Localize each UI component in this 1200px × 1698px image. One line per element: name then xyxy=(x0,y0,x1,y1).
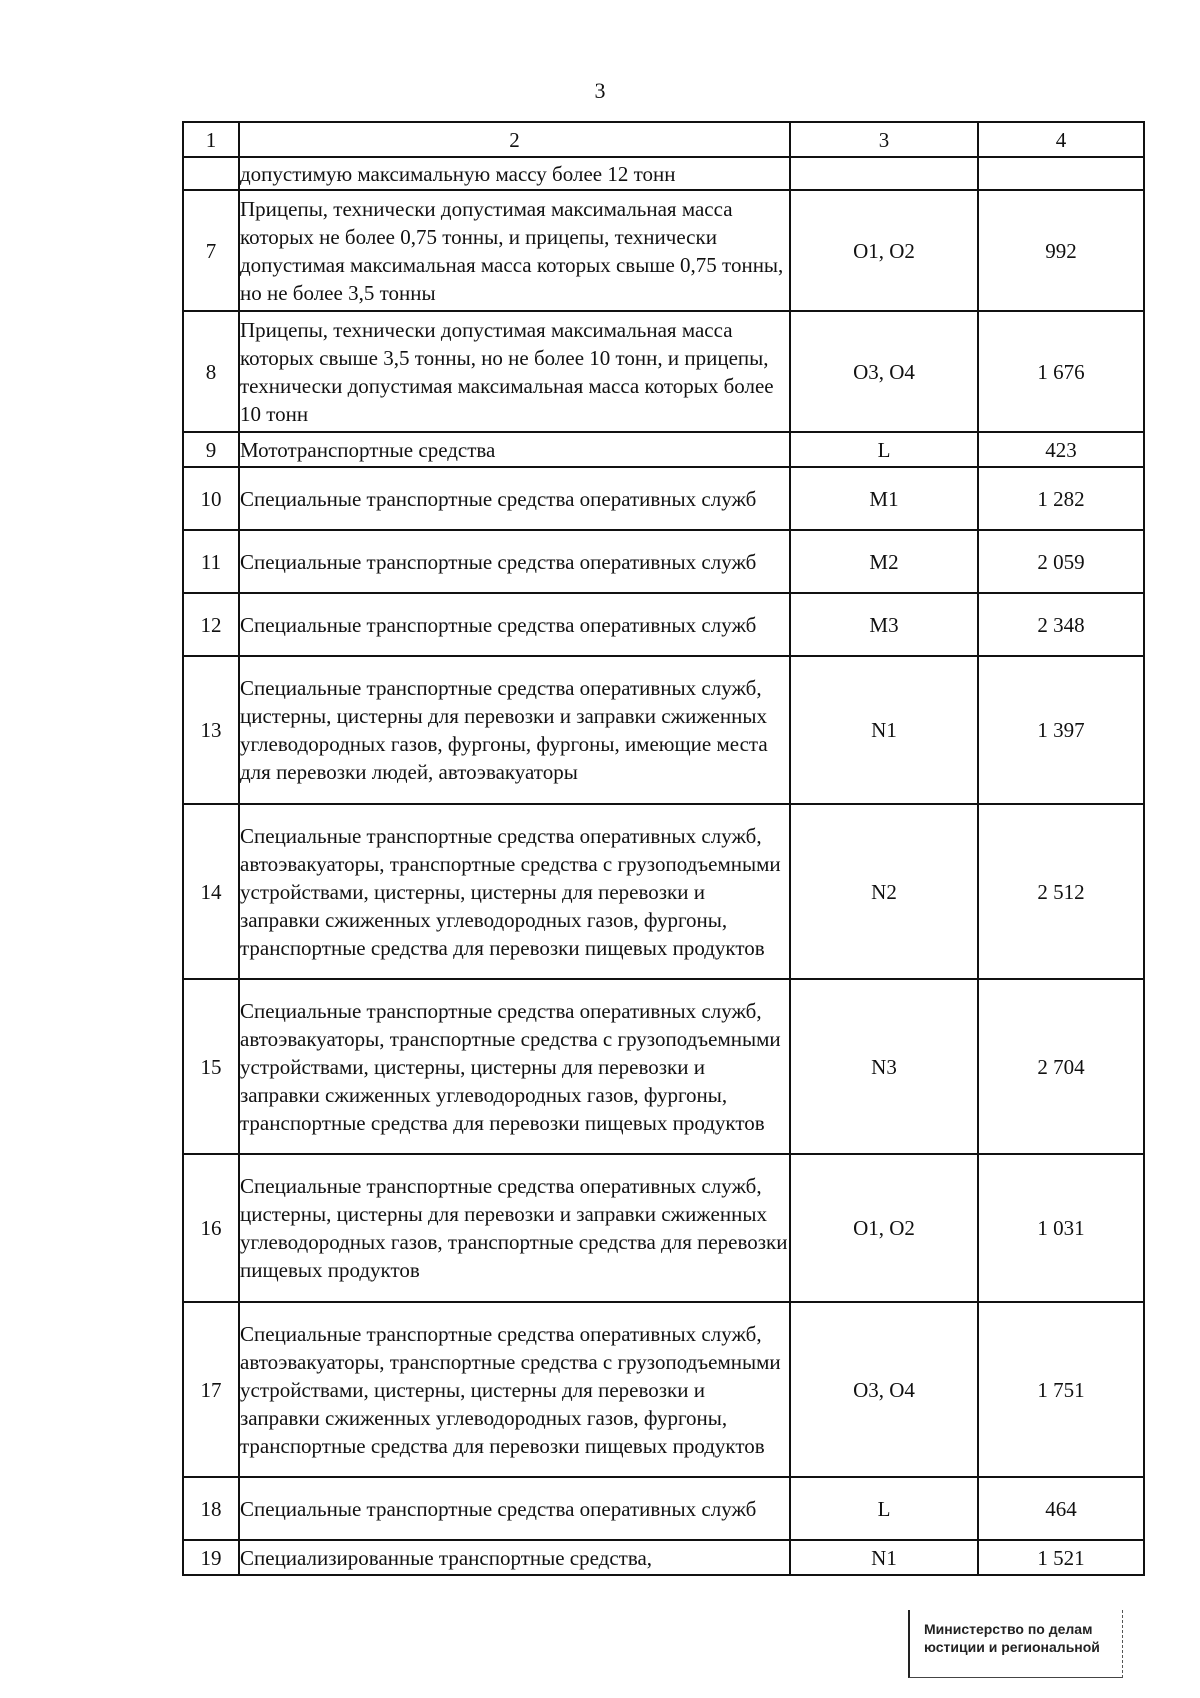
row-category: N1 xyxy=(790,1540,978,1575)
row-category: L xyxy=(790,1477,978,1540)
row-value: 992 xyxy=(978,190,1144,311)
table-row xyxy=(183,1540,1144,1575)
row-category: M1 xyxy=(790,467,978,530)
row-description: Прицепы, технически допустимая максимальная масса которых не более 0,75 тонны, и прицепы, технически допустимая максимальная масса которых свыше 0,75 тонны, но не более 3,5 тонны xyxy=(239,190,790,311)
table-row xyxy=(183,157,1144,190)
table-row xyxy=(183,804,1144,979)
table-row xyxy=(183,593,1144,656)
row-value: 2 059 xyxy=(978,530,1144,593)
row-number: 9 xyxy=(183,432,239,467)
row-number: 11 xyxy=(183,530,239,593)
stamp-line-2: юстиции и региональной xyxy=(924,1639,1100,1655)
column-header-2: 2 xyxy=(239,122,790,157)
row-value: 423 xyxy=(978,432,1144,467)
row-description: Специальные транспортные средства оперативных служб xyxy=(239,467,790,530)
row-number: 18 xyxy=(183,1477,239,1540)
row-value: 1 282 xyxy=(978,467,1144,530)
row-number: 12 xyxy=(183,593,239,656)
row-category: M2 xyxy=(790,530,978,593)
row-description: Специальные транспортные средства оперативных служб, автоэвакуаторы, транспортные средства с грузоподъемными устройствами, цистерны, цистерны для перевозки и заправки сжиженных углеводородных газов, фургоны, транспортные средства для перевозки пищевых продуктов xyxy=(239,804,790,979)
row-description: Специальные транспортные средства оперативных служб, автоэвакуаторы, транспортные средства с грузоподъемными устройствами, цистерны, цистерны для перевозки и заправки сжиженных углеводородных газов, фургоны, транспортные средства для перевозки пищевых продуктов xyxy=(239,979,790,1154)
row-number: 17 xyxy=(183,1302,239,1477)
table-header-row xyxy=(183,122,1144,157)
row-value: 1 521 xyxy=(978,1540,1144,1575)
row-description: Специализированные транспортные средства, xyxy=(239,1540,790,1575)
table-row xyxy=(183,656,1144,804)
row-number: 16 xyxy=(183,1154,239,1302)
row-value: 1 751 xyxy=(978,1302,1144,1477)
row-category: O3, O4 xyxy=(790,1302,978,1477)
table-row xyxy=(183,190,1144,311)
row-value: 464 xyxy=(978,1477,1144,1540)
column-header-3: 3 xyxy=(790,122,978,157)
row-number: 14 xyxy=(183,804,239,979)
column-header-4: 4 xyxy=(978,122,1144,157)
row-description: Специальные транспортные средства оперативных служб xyxy=(239,530,790,593)
table-row xyxy=(183,530,1144,593)
stamp-line-1: Министерство по делам xyxy=(924,1621,1093,1637)
row-value: 1 676 xyxy=(978,311,1144,432)
row-category: N2 xyxy=(790,804,978,979)
row-value: 2 704 xyxy=(978,979,1144,1154)
table-row xyxy=(183,311,1144,432)
row-value: 1 031 xyxy=(978,1154,1144,1302)
page-number: 3 xyxy=(594,78,606,103)
row-description: Специальные транспортные средства оперативных служб, цистерны, цистерны для перевозки и заправки сжиженных углеводородных газов, транспортные средства для перевозки пищевых продуктов xyxy=(239,1154,790,1302)
row-category xyxy=(790,157,978,190)
table-row xyxy=(183,467,1144,530)
row-number: 8 xyxy=(183,311,239,432)
row-value: 2 348 xyxy=(978,593,1144,656)
ministry-stamp xyxy=(908,1610,1123,1678)
row-description: Прицепы, технически допустимая максимальная масса которых свыше 3,5 тонны, но не более 10 тонн, и прицепы, технически допустимая максимальная масса которых более 10 тонн xyxy=(239,311,790,432)
row-value xyxy=(978,157,1144,190)
row-category: M3 xyxy=(790,593,978,656)
row-value: 2 512 xyxy=(978,804,1144,979)
row-description: Специальные транспортные средства оперативных служб, автоэвакуаторы, транспортные средства с грузоподъемными устройствами, цистерны, цистерны для перевозки и заправки сжиженных углеводородных газов, фургоны, транспортные средства для перевозки пищевых продуктов xyxy=(239,1302,790,1477)
row-number: 15 xyxy=(183,979,239,1154)
row-category: O1, O2 xyxy=(790,190,978,311)
row-category: O3, O4 xyxy=(790,311,978,432)
table-row xyxy=(183,1477,1144,1540)
row-category: L xyxy=(790,432,978,467)
table-row xyxy=(183,1302,1144,1477)
row-number: 10 xyxy=(183,467,239,530)
column-header-1: 1 xyxy=(183,122,239,157)
row-category: O1, O2 xyxy=(790,1154,978,1302)
row-number: 7 xyxy=(183,190,239,311)
row-description: Мототранспортные средства xyxy=(239,432,790,467)
tariff-table xyxy=(182,121,1145,1576)
row-description: Специальные транспортные средства оперативных служб, цистерны, цистерны для перевозки и заправки сжиженных углеводородных газов, фургоны, фургоны, имеющие места для перевозки людей, автоэвакуаторы xyxy=(239,656,790,804)
row-value: 1 397 xyxy=(978,656,1144,804)
row-category: N1 xyxy=(790,656,978,804)
row-category: N3 xyxy=(790,979,978,1154)
table-row xyxy=(183,979,1144,1154)
row-description: допустимую максимальную массу более 12 тонн xyxy=(239,157,790,190)
row-number xyxy=(183,157,239,190)
row-description: Специальные транспортные средства оперативных служб xyxy=(239,1477,790,1540)
row-description: Специальные транспортные средства оперативных служб xyxy=(239,593,790,656)
row-number: 13 xyxy=(183,656,239,804)
table-row xyxy=(183,432,1144,467)
table-row xyxy=(183,1154,1144,1302)
row-number: 19 xyxy=(183,1540,239,1575)
